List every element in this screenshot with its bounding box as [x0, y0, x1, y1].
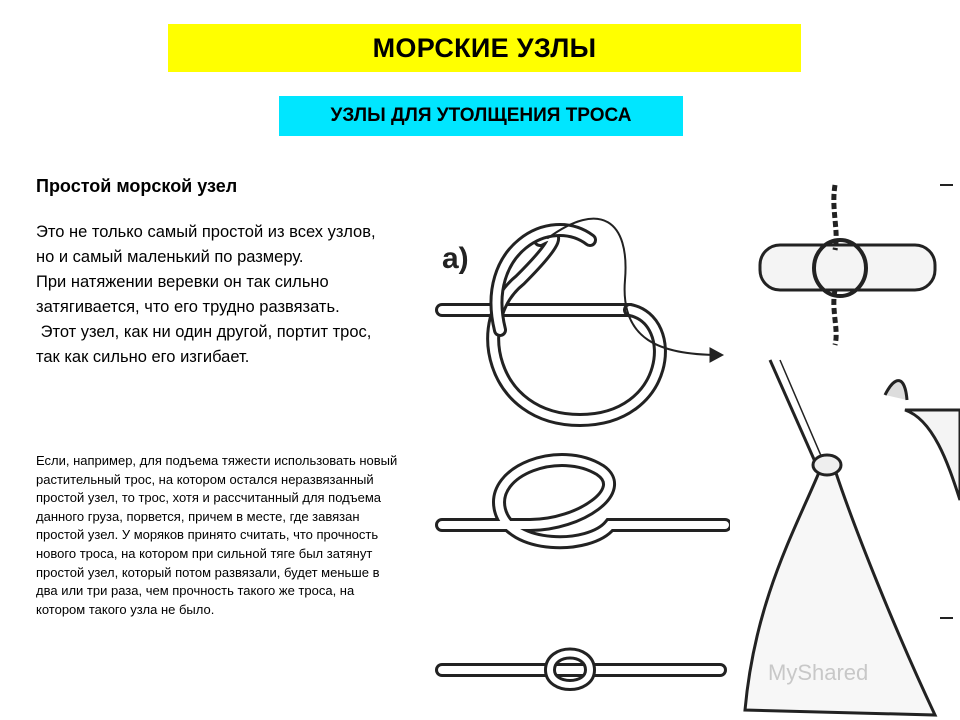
slide-title: МОРСКИЕ УЗЛЫ	[168, 24, 801, 72]
overhand-knot-illustration	[430, 170, 730, 715]
spar-with-rope	[760, 185, 935, 345]
main-text	[36, 220, 396, 370]
hoisting-illustration	[735, 170, 960, 720]
paragraph-1: Это не только самый простой из всех узлов, но и самый маленький по размеру.	[36, 223, 376, 266]
paragraph-2: При натяжении веревки он так сильно затягивается, что его трудно развязать.	[36, 273, 340, 316]
watermark: MyShared	[768, 660, 869, 685]
section-heading: Простой морской узел	[36, 176, 238, 196]
slide-subtitle: УЗЛЫ ДЛЯ УТОЛЩЕНИЯ ТРОСА	[279, 96, 683, 136]
knot-stage-3	[442, 654, 720, 686]
paragraph-3: Этот узел, как ни один другой, портит трос, так как сильно его изгибает.	[36, 323, 376, 366]
detail-text: Если, например, для подъема тяжести использовать новый растительный трос, на котором остался неразвязанный простой узел, то трос, хотя и рассчитанный для подъема данного груза, порвется, причем в месте, где завязан простой узел. У моряков принято считать, что прочность нового троса, на котором при сильной тяге был затянут простой узел, который потом развязали, будет меньше в два или три раза, чем прочность такого же троса, на котором такого узла не было.	[36, 453, 398, 617]
knot-stage-2	[442, 460, 725, 542]
knot-stage-1	[442, 219, 723, 420]
figure-label: а)	[442, 242, 469, 275]
